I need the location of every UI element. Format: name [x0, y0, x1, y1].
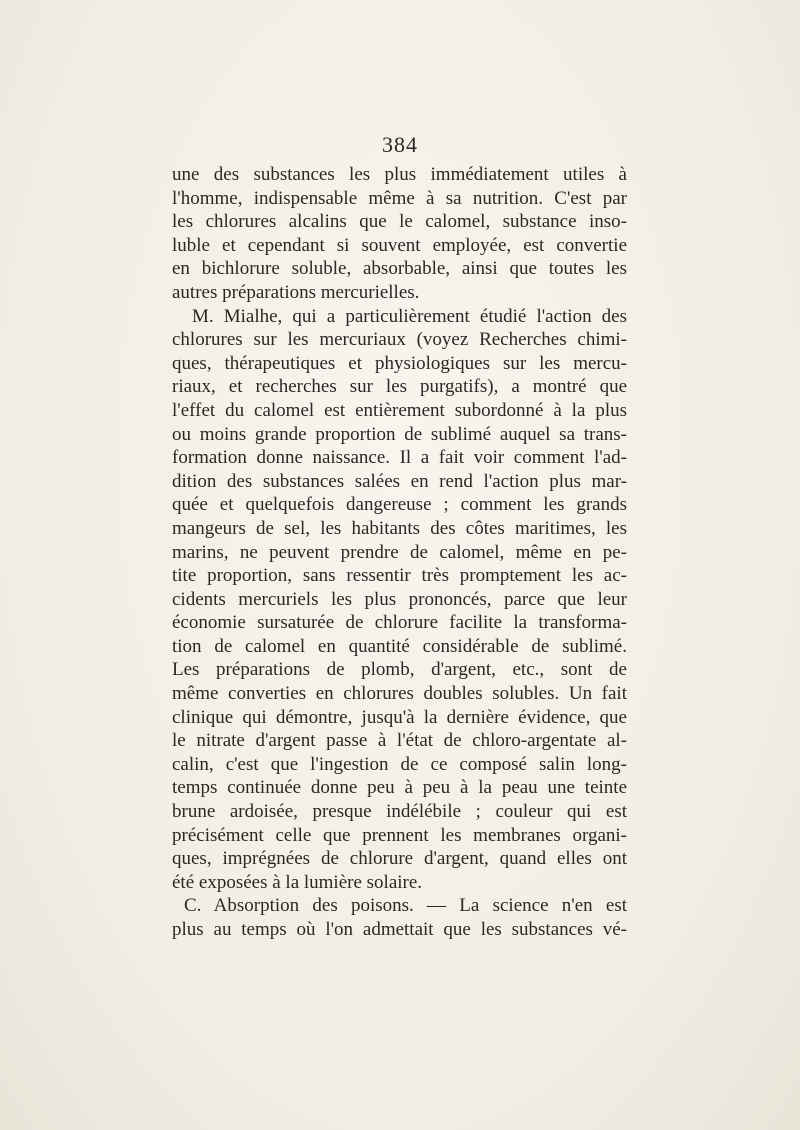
- text-line: calin, c'est que l'ingestion de ce composé salin long-: [172, 753, 627, 775]
- text-line: quée et quelquefois dangereuse ; comment les grands: [172, 494, 627, 516]
- text-line: une des substances les plus immédiatement utiles à: [172, 164, 627, 185]
- text-line: luble et cependant si souvent employée, est convertie: [172, 234, 627, 256]
- text-line: l'homme, indispensable même à sa nutrition. C'est par: [172, 187, 627, 209]
- text-line: ques, imprégnées de chlorure d'argent, quand elles ont: [172, 848, 627, 870]
- text-line: plus au temps où l'on admettait que les substances vé-: [172, 919, 627, 940]
- text-line: chlorures sur les mercuriaux (voyez Recherches chimi-: [172, 329, 627, 351]
- text-line: économie sursaturée de chlorure facilite la transforma-: [172, 612, 627, 634]
- text-line: le nitrate d'argent passe à l'état de chloro-argentate al-: [172, 730, 627, 752]
- text-line: été exposées à la lumière solaire.: [172, 871, 423, 893]
- text-line: marins, ne peuvent prendre de calomel, même en pe-: [172, 541, 627, 563]
- text-line: ou moins grande proportion de sublimé auquel sa trans-: [172, 423, 627, 445]
- text-line: les chlorures alcalins que le calomel, substance inso-: [172, 211, 627, 233]
- text-line: tion de calomel en quantité considérable de sublimé.: [172, 635, 627, 657]
- text-line: dition des substances salées en rend l'action plus mar-: [172, 470, 627, 492]
- text-line: l'effet du calomel est entièrement subordonné à la plus: [172, 399, 627, 421]
- text-line: précisément celle que prennent les membranes organi-: [172, 824, 627, 846]
- text-line: brune ardoisée, presque indélébile ; couleur qui est: [172, 801, 627, 823]
- text-line: ques, thérapeutiques et physiologiques sur les mercu-: [172, 352, 627, 374]
- text-line: mangeurs de sel, les habitants des côtes maritimes, les: [172, 517, 627, 539]
- text-line: M. Mialhe, qui a particulièrement étudié l'action des: [192, 305, 627, 327]
- body-text: [172, 163, 627, 942]
- text-line: temps continuée donne peu à peu à la peau une teinte: [172, 777, 627, 799]
- text-line: riaux, et recherches sur les purgatifs), a montré que: [172, 376, 627, 398]
- text-line: en bichlorure soluble, absorbable, ainsi que toutes les: [172, 258, 627, 280]
- text-line: clinique qui démontre, jusqu'à la dernière évidence, que: [172, 706, 627, 728]
- text-line: cidents mercuriels les plus prononcés, parce que leur: [172, 588, 627, 610]
- text-line: même converties en chlorures doubles solubles. Un fait: [172, 683, 627, 705]
- text-line: Les préparations de plomb, d'argent, etc., sont de: [172, 659, 627, 681]
- text-line: C. Absorption des poisons. — La science n'en est: [184, 895, 627, 917]
- text-line: formation donne naissance. Il a fait voir comment l'ad-: [172, 447, 627, 469]
- page-number: 384: [382, 132, 418, 157]
- text-line: tite proportion, sans ressentir très promptement les ac-: [172, 565, 627, 587]
- text-line: autres préparations mercurielles.: [172, 281, 420, 303]
